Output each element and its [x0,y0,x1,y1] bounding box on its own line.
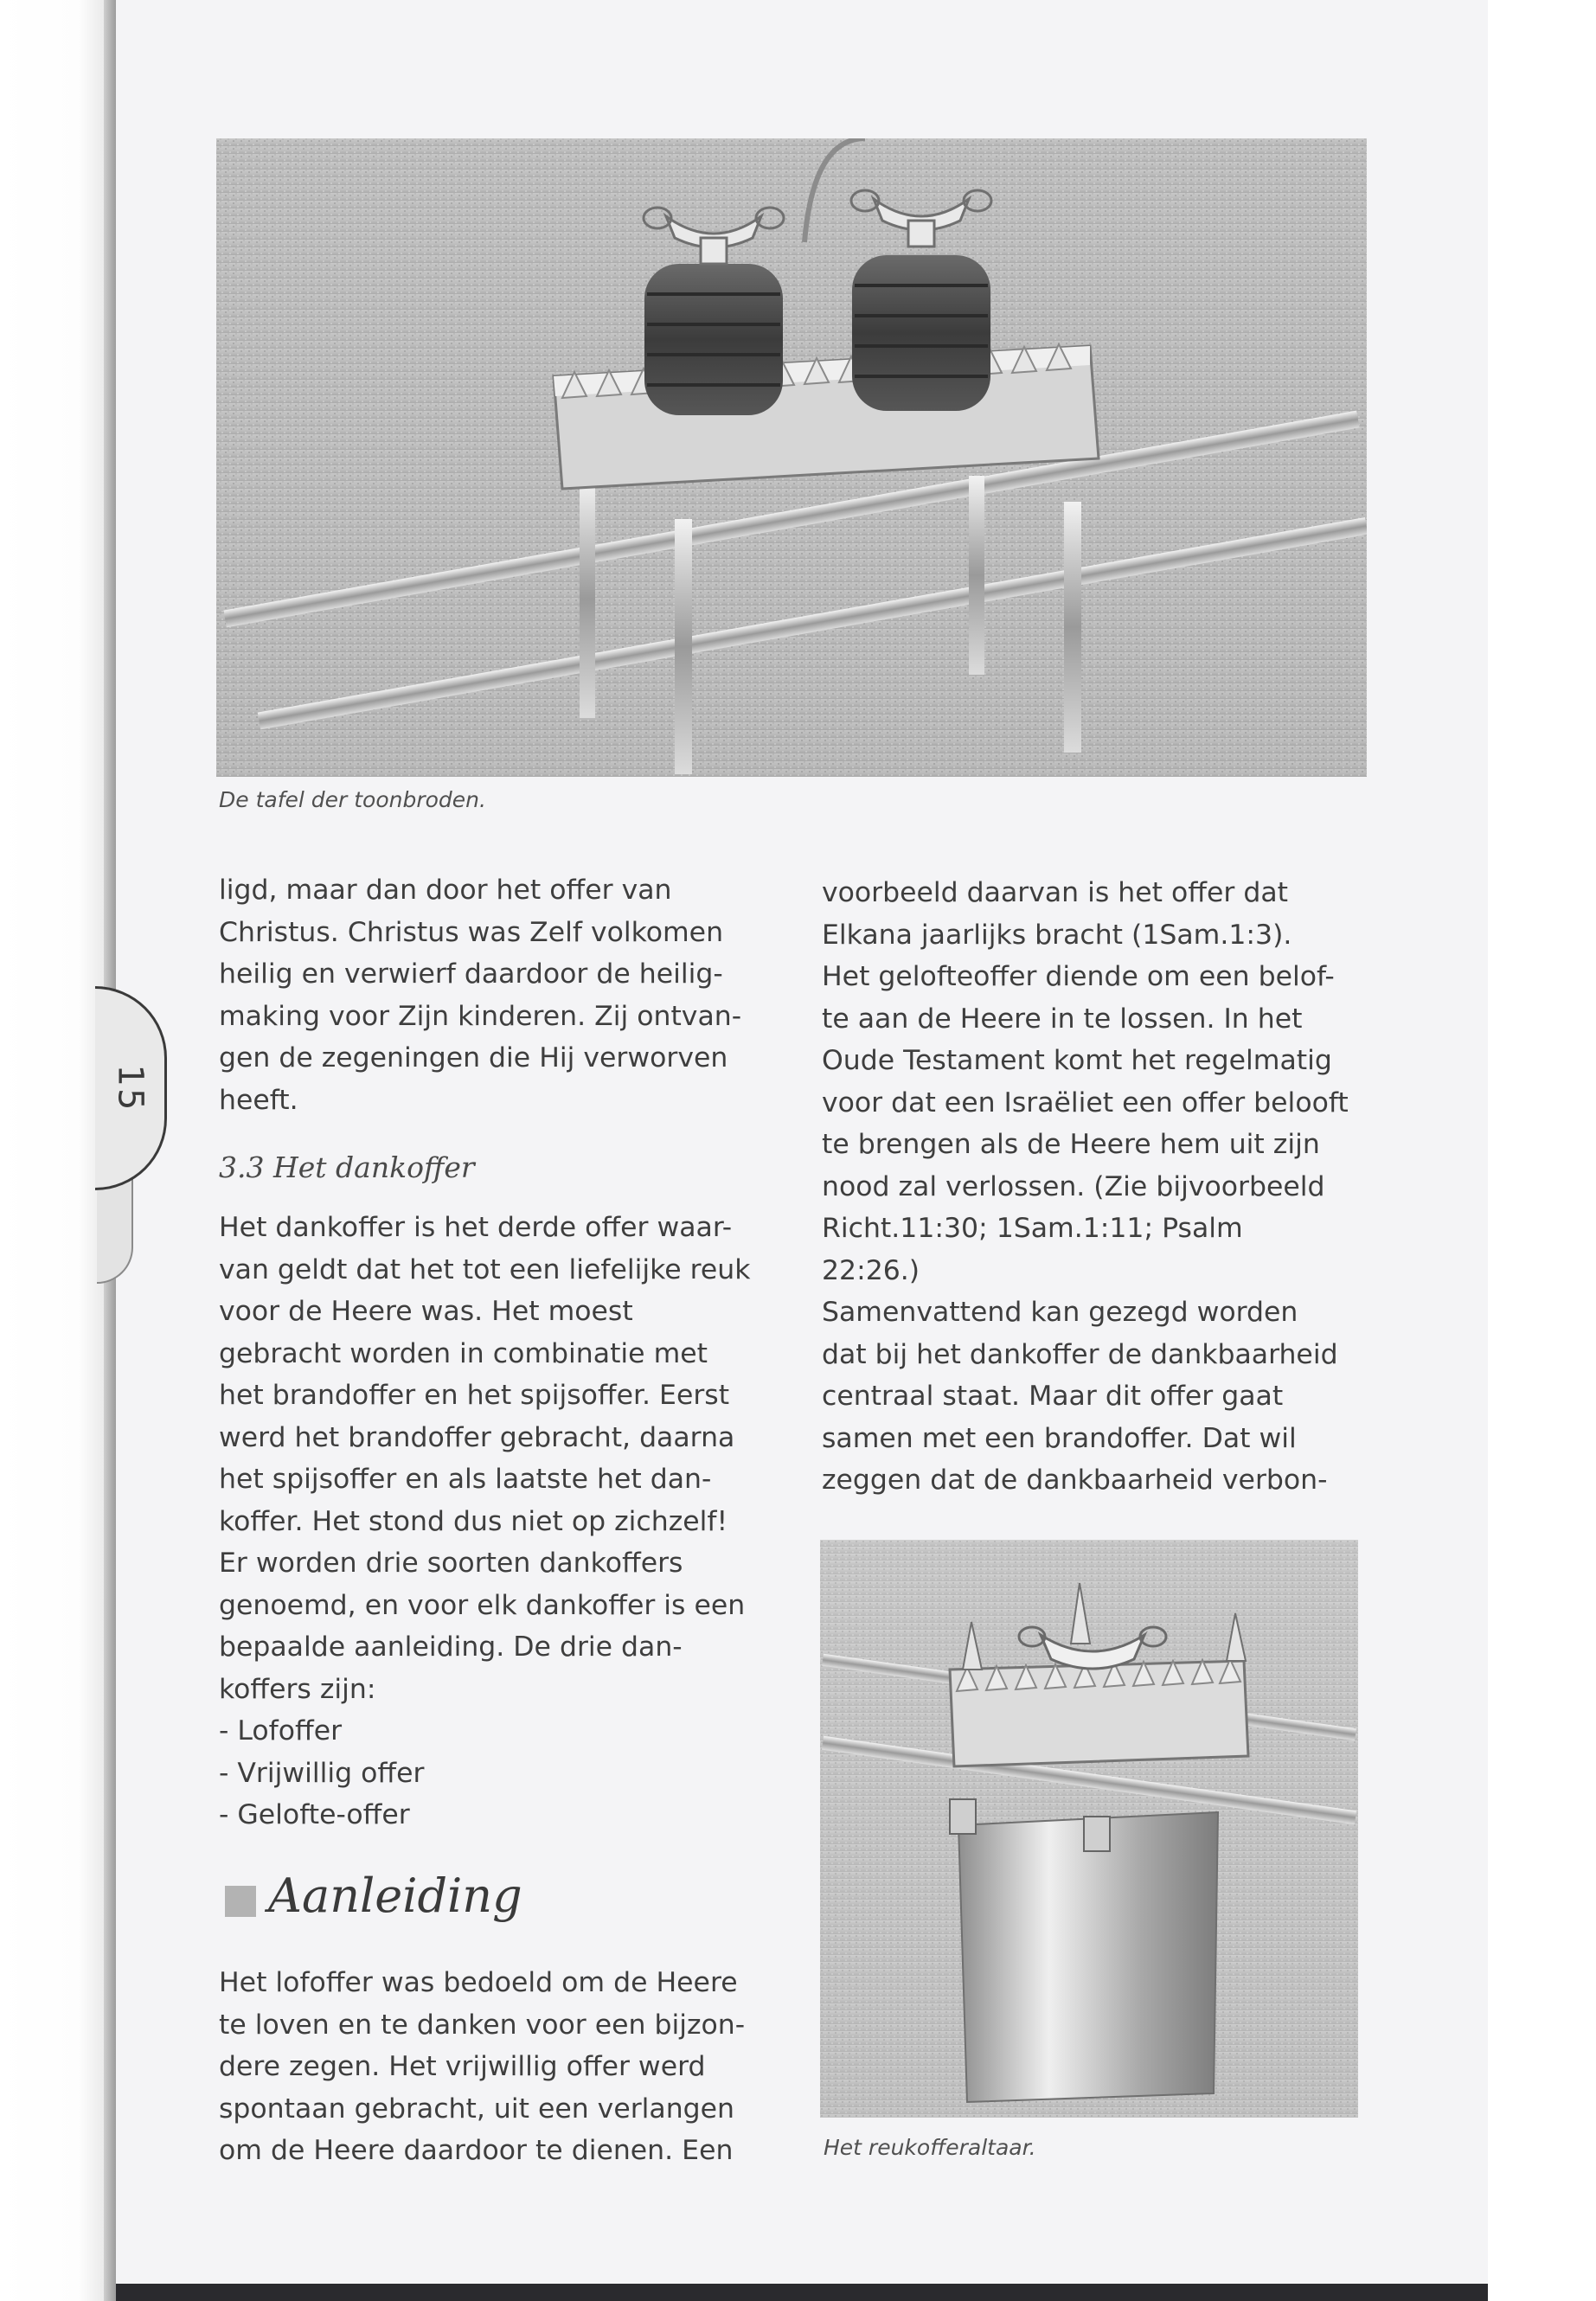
table-of-showbread-photo [216,138,1367,777]
right-column-text [822,872,1349,1502]
list-item: - Lofoffer [219,1715,343,1747]
left-column-final [219,1962,745,2172]
left-column-intro [219,869,741,1121]
text-line: Het lofoffer was bedoeld om de Heere [219,1967,738,1998]
section-heading: Aanleiding [268,1868,522,1923]
text-line: Oude Testament komt het regelmatig [822,1045,1332,1076]
incense-altar-photo [820,1540,1358,2118]
text-line: het spijsoffer en als laatste het dan- [219,1464,712,1495]
top-figure-caption: De tafel der toonbroden. [219,787,486,812]
text-line: genoemd, en voor elk dankoffer is een [219,1589,746,1621]
text-line: te loven en te danken voor een bijzon- [219,2009,746,2041]
text-line: Christus. Christus was Zelf volkomen [219,916,724,948]
text-line: Richt.11:30; 1Sam.1:11; Psalm [822,1213,1243,1244]
text-line: het brandoffer en het spijsoffer. Eerst [219,1380,730,1411]
text-line: ligd, maar dan door het offer van [219,875,672,906]
list-item: - Vrijwillig offer [219,1757,425,1789]
text-line: heilig en verwierf daardoor de heilig- [219,958,723,990]
text-line: voor dat een Israëliet een offer belooft [822,1086,1349,1118]
text-line: dere zegen. Het vrijwillig offer werd [219,2051,706,2082]
heading-marker-square [225,1886,256,1917]
text-line: centraal staat. Maar dit offer gaat [822,1381,1284,1412]
section-title: 3.3 Het dankoffer [219,1150,475,1184]
text-line: zeggen dat de dankbaarheid verbon- [822,1465,1328,1496]
incense-altar-icon [820,1540,1358,2118]
list-item: - Gelofte-offer [219,1799,410,1830]
text-line: koffers zijn: [219,1673,376,1705]
page-bottom-edge [116,2284,1488,2301]
text-line: Samenvattend kan gezegd worden [822,1297,1298,1328]
text-line: bepaalde aanleiding. De drie dan- [219,1631,683,1663]
text-line: gen de zegeningen die Hij verworven [219,1042,728,1074]
text-line: samen met een brandoffer. Dat wil [822,1422,1297,1454]
text-line: Elkana jaarlijks bracht (1Sam.1:3). [822,919,1292,951]
text-line: voor de Heere was. Het moest [219,1296,633,1327]
text-line: werd het brandoffer gebracht, daarna [219,1421,735,1453]
text-line: van geldt dat het tot een liefelijke reuk [219,1253,751,1285]
text-line: 22:26.) [822,1254,920,1286]
table-of-showbread-icon [216,138,1367,777]
text-line: koffer. Het stond dus niet op zichzelf! [219,1505,728,1537]
text-line: Er worden drie soorten dankoffers [219,1548,683,1579]
bottom-figure-caption: Het reukofferaltaar. [824,2135,1036,2160]
text-line: te brengen als de Heere hem uit zijn [822,1129,1320,1160]
text-line: gebracht worden in combinatie met [219,1337,708,1369]
text-line: Het gelofteoffer diende om een belof- [822,961,1335,992]
text-line: heeft. [219,1084,298,1116]
text-line: om de Heere daardoor te dienen. Een [219,2135,734,2166]
text-line: Het dankoffer is het derde offer waar- [219,1212,733,1243]
text-line: spontaan gebracht, uit een verlangen [219,2093,735,2125]
text-line: voorbeeld daarvan is het offer dat [822,877,1288,908]
text-line: te aan de Heere in te lossen. In het [822,1003,1303,1035]
text-line: dat bij het dankoffer de dankbaarheid [822,1338,1338,1370]
text-line: making voor Zijn kinderen. Zij ontvan- [219,1000,742,1032]
chapter-tab-label: 15 [110,1064,150,1112]
left-column-section [219,1207,750,1836]
text-line: nood zal verlossen. (Zie bijvoorbeeld [822,1170,1325,1202]
page-margin-right [1488,0,1596,2301]
